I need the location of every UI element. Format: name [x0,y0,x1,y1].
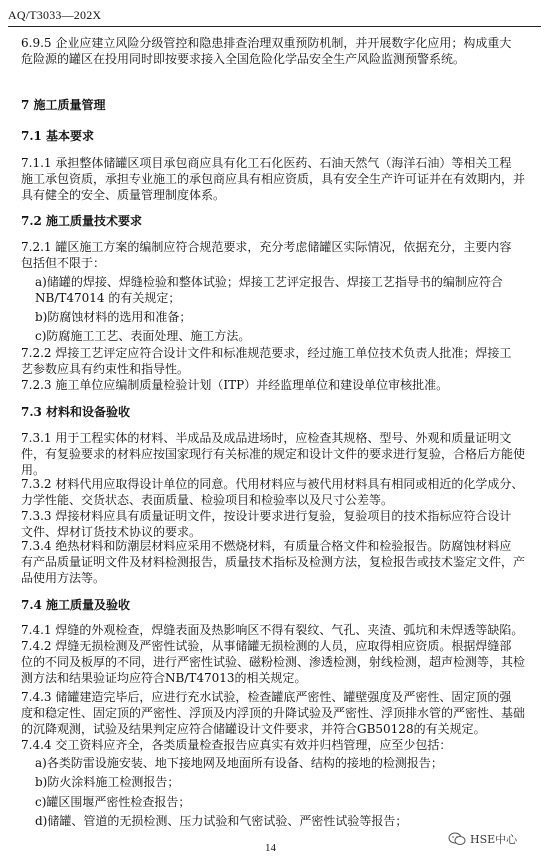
text-line: 艺参数应具有约束性和指导性。 [21,362,190,376]
watermark [448,831,517,847]
section-heading [21,597,533,613]
text-line: 位的不同及板厚的不同，进行严密性试验、磁粉检测、渗透检测，射线检测，超声检测等，其检 [21,655,526,669]
paragraph [21,239,533,271]
text-line: 7.1 基本要求 [21,129,95,143]
section-heading [21,404,533,420]
list-item [21,794,533,810]
list-item [21,774,533,790]
paragraph [21,689,533,737]
text-line: 7.3 材料和设备验收 [21,405,131,419]
paragraph [21,430,533,478]
paragraph [21,538,533,586]
text-line: 7.4.1 焊缝的外观检查，焊缝表面及热影响区不得有裂纹、气孔、夹渣、弧坑和未焊透等缺陷。 [21,623,524,637]
text-line: 有产品质量证明文件及材料检测报告，质量技术指标及检测方法，复检报告或技术鉴定文件，产 [21,555,526,569]
list-item [21,309,533,325]
text-line: NB/T47014 的有关规定； [35,291,181,305]
text-line: c)防腐施工工艺、表面处理、施工方法。 [35,329,251,343]
text-line: 7.2 施工质量技术要求 [21,214,143,228]
text-line: 7 施工质量管理 [21,98,106,112]
standard-code: AQ/T3033—202X [8,8,102,22]
paragraph [21,155,533,203]
paragraph [21,638,533,686]
list-item [21,755,533,771]
paragraph [21,476,533,508]
text-line: 7.1.1 承担整体储罐区项目承包商应具有化工石化医药、石油天然气（海洋石油）等相关工程 [21,156,512,170]
text-line: c)罐区围堰严密性检查报告； [35,795,191,809]
text-line: 危险源的罐区在投用同时即按要求接入全国危险化学品安全生产风险监测预警系统。 [21,52,466,66]
text-line: a)储罐的焊接、焊缝检验和整体试验；焊接工艺评定报告、焊接工艺指导书的编制应符合 [35,275,503,289]
paragraph [21,345,533,377]
text-line: b)防腐蚀材料的选用和准备； [35,310,192,324]
text-line: 品使用方法等。 [21,571,106,585]
text-line: 施工承包资质，承担专业施工的承包商应具有相应资质，具有安全生产许可证并在有效期内，并 [21,172,526,186]
text-line: 7.4.2 焊缝无损检测及严密性试验，从事储罐无损检测的人员，应取得相应资质。根据焊缝部 [21,639,512,653]
text-line: 7.2.3 施工单位应编制质量检验计划（ITP）并经监理单位和建设单位审核批准。 [21,378,449,392]
text-line: 用。 [21,463,46,477]
text-line: 件，有复验要求的材料应按国家现行有关标准的规定和设计文件的要求进行复验，合格后方能使 [21,447,526,461]
wechat-icon [448,832,466,846]
text-line: 具有健全的安全、质量管理制度体系。 [21,188,226,202]
text-line: 测方法和结果验证均应符合NB/T47013的相关规定。 [21,671,307,685]
section-heading [21,97,533,113]
section-heading [21,128,533,144]
paragraph [21,377,533,393]
text-line: 7.3.4 绝热材料和防潮层材料应采用不燃烧材料，有质量合格文件和检验报告。防腐蚀材料应 [21,539,512,553]
list-item [21,274,533,306]
text-line: 度和稳定性、固定顶的严密性、浮顶及内浮顶的升降试验及严密性、浮顶排水管的严密性、基础 [21,706,526,720]
text-line: 7.3.3 焊接材料应具有质量证明文件，按设计要求进行复验，复验项目的技术指标应符合设计 [21,509,512,523]
list-item [21,813,533,829]
text-line: 7.2.2 焊接工艺评定应符合设计文件和标准规范要求，经过施工单位技术负责人批准；焊接工 [21,346,512,360]
text-line: 7.3.2 材料代用应取得设计单位的同意。代用材料应与被代用材料具有相同或相近的化学成分、 [21,477,524,491]
paragraph [21,622,533,638]
paragraph [21,508,533,540]
text-line: 7.2.1 罐区施工方案的编制应符合规范要求，充分考虑储罐区实际情况，依据充分，主要内容 [21,240,512,254]
text-line: 7.4.4 交工资料应齐全，各类质量检查报告应真实有效并归档管理，应至少包括： [21,738,452,752]
list-item [21,328,533,344]
text-line: 7.4.3 储罐建造完毕后，应进行充水试验，检查罐底严密性、罐壁强度及严密性、固定顶的强 [21,690,512,704]
page-number: 14 [265,842,276,854]
text-line: a)各类防雷设施安装、地下接地网及地面所有设备、结构的接地的检测报告； [35,756,443,770]
text-line: 包括但不限于： [21,256,106,270]
header-rule [8,26,541,27]
text-line: 力学性能、交货状态、表面质量、检验项目和检验率以及尺寸公差等。 [21,493,394,507]
text-line: d)储罐、管道的无损检测、压力试验和气密试验、严密性试验等报告； [35,814,408,828]
text-line: 文件、焊材订货技术协议的要求。 [21,525,202,539]
text-line: 7.4 施工质量及验收 [21,598,131,612]
section-heading [21,213,533,229]
paragraph [21,737,533,753]
paragraph [21,35,533,67]
watermark-text: HSE中心 [470,833,518,846]
text-line: b)防火涂料施工检测报告； [35,775,180,789]
text-line: 的沉降观测，试验及结果判定应符合储罐设计文件要求，并符合GB50128的有关规定。 [21,722,486,736]
text-line: 6.9.5 企业应建立风险分级管控和隐患排查治理双重预防机制，并开展数字化应用；构成重大 [21,36,512,50]
text-line: 7.3.1 用于工程实体的材料、半成品及成品进场时，应检查其规格、型号、外观和质量证明文 [21,431,512,445]
